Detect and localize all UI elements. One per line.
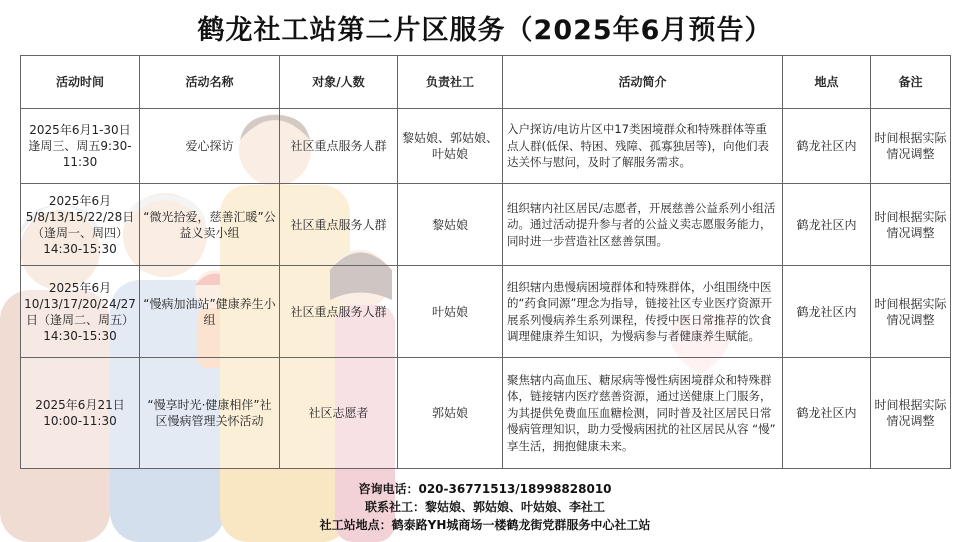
cell-time: 2025年6月10/13/17/20/24/27日（逢周二、周五）14:30-15:30 — [21, 266, 140, 358]
cell-note: 时间根据实际情况调整 — [871, 184, 951, 266]
cell-worker: 叶姑娘 — [398, 266, 503, 358]
cell-note: 时间根据实际情况调整 — [871, 109, 951, 184]
cell-worker: 郭姑娘 — [398, 358, 503, 469]
table-header-row — [21, 56, 951, 109]
cell-place: 鹤龙社区内 — [783, 266, 871, 358]
header-description: 活动简介 — [503, 56, 783, 109]
cell-time: 2025年6月21日10:00-11:30 — [21, 358, 140, 469]
cell-target: 社区重点服务人群 — [280, 109, 398, 184]
cell-description: 组织辖内患慢病困境群体和特殊群体，小组围绕中医的“药食同源”理念为指导，链接社区专业医疗资源开展系列慢病养生系列课程，传授中医日常推荐的饮食调理健康养生知识，为慢病参与者健康养生赋能。 — [503, 266, 783, 358]
header-target: 对象/人数 — [280, 56, 398, 109]
cell-note: 时间根据实际情况调整 — [871, 266, 951, 358]
table-row — [21, 109, 951, 184]
cell-worker: 黎姑娘、郭姑娘、叶姑娘 — [398, 109, 503, 184]
contact-workers: 联系社工：黎姑娘、郭姑娘、叶姑娘、李社工 — [364, 500, 605, 514]
cell-name: “慢享时光·健康相伴”社区慢病管理关怀活动 — [140, 358, 280, 469]
cell-time: 2025年6月1-30日逢周三、周五9:30-11:30 — [21, 109, 140, 184]
cell-note: 时间根据实际情况调整 — [871, 358, 951, 469]
cell-target: 社区重点服务人群 — [280, 266, 398, 358]
cell-place: 鹤龙社区内 — [783, 358, 871, 469]
table-row — [21, 266, 951, 358]
cell-name: “慢病加油站”健康养生小组 — [140, 266, 280, 358]
table-row — [21, 184, 951, 266]
cell-time: 2025年6月5/8/13/15/22/28日（逢周一、周四）14:30-15:30 — [21, 184, 140, 266]
cell-description: 入户探访/电访片区中17类困境群众和特殊群体等重点人群(低保、特困、残障、孤寡独居等)，向他们表达关怀与慰问，及时了解服务需求。 — [503, 109, 783, 184]
cell-name: 爱心探访 — [140, 109, 280, 184]
cell-worker: 黎姑娘 — [398, 184, 503, 266]
header-worker: 负责社工 — [398, 56, 503, 109]
page-title: 鹤龙社工站第二片区服务（2025年6月预告） — [197, 15, 773, 46]
consult-phone: 咨询电话：020-36771513/18998828010 — [358, 482, 612, 496]
header-place: 地点 — [783, 56, 871, 109]
header-note: 备注 — [871, 56, 951, 109]
schedule-table — [20, 55, 951, 469]
cell-place: 鹤龙社区内 — [783, 184, 871, 266]
table-row — [21, 358, 951, 469]
cell-place: 鹤龙社区内 — [783, 109, 871, 184]
cell-target: 社区志愿者 — [280, 358, 398, 469]
header-name: 活动名称 — [140, 56, 280, 109]
cell-name: “微光拾爱，慈善汇暖”公益义卖小组 — [140, 184, 280, 266]
cell-description: 聚焦辖内高血压、糖尿病等慢性病困境群众和特殊群体，链接辖内医疗慈善资源，通过送健康上门服务，为其提供免费血压血糖检测，同时普及社区居民日常慢病管理知识，助力受慢病困扰的社区居民从容 “慢” 享生活，拥抱健康未来。 — [503, 358, 783, 469]
cell-description: 组织辖内社区居民/志愿者，开展慈善公益系列小组活动。通过活动提升参与者的公益义卖志愿服务能力，同时进一步营造社区慈善氛围。 — [503, 184, 783, 266]
cell-target: 社区重点服务人群 — [280, 184, 398, 266]
header-time: 活动时间 — [21, 56, 140, 109]
station-address: 社工站地点：鹤泰路YH城商场一楼鹤龙街党群服务中心社工站 — [319, 518, 651, 532]
